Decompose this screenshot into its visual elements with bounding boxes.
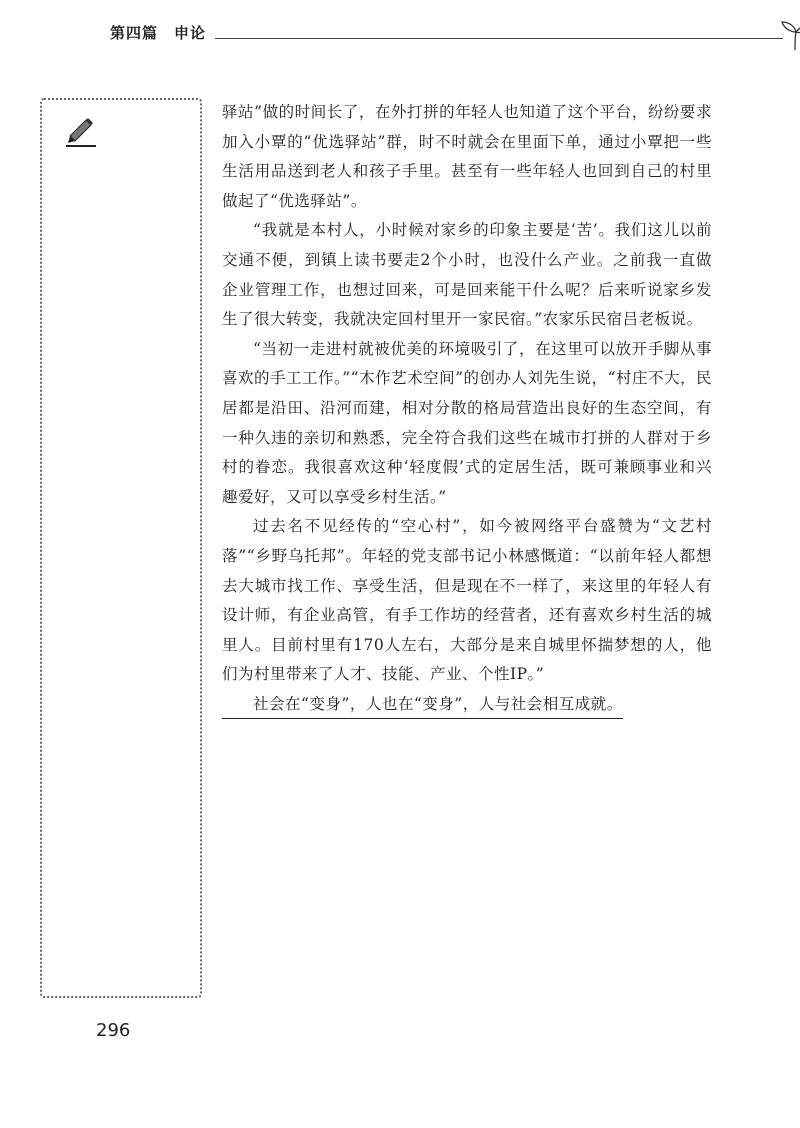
paragraph: “我就是本村人，小时候对家乡的印象主要是‘苦’。我们这儿以前交通不便，到镇上读书要走2个小时，也没什么产业。之前我一直做企业管理工作，也想过回来，可是回来能干什么呢？后来听说家乡发生了很大转变，我就决定回村里开一家民宿。”农家乐民宿吕老板说。: [222, 221, 712, 329]
paragraph: “当初一走进村就被优美的环境吸引了，在这里可以放开手脚从事喜欢的手工工作。”“木作艺术空间”的创办人刘先生说，“村庄不大，民居都是沿田、沿河而建，相对分散的格局营造出良好的生态空间，有一种久违的亲切和熟悉，完全符合我们这些在城市打拼的人群对于乡村的眷恋。我很喜欢这种‘轻度假’式的定居生活，既可兼顾事业和兴趣爱好，又可以享受乡村生活。”: [222, 339, 712, 506]
pencil-icon: [64, 114, 98, 148]
paragraph: 过去名不见经传的“空心村”，如今被网络平台盛赞为“文艺村落”“乡野乌托邦”。年轻的党支部书记小林感慨道：“以前年轻人都想去大城市找工作、享受生活，但是现在不一样了，来这里的年轻人有设计师，有企业高管，有手工作坊的经营者，还有喜欢乡村生活的城里人。目前村里有170人左右，大部分是来自城里怀揣梦想的人，他们为村里带来了人才、技能、产业、个性IP。”: [222, 517, 712, 684]
running-header: [110, 20, 710, 52]
paragraph: 驿站”做的时间长了，在外打拼的年轻人也知道了这个平台，纷纷要求加入小覃的“优选驿站”群，时不时就会在里面下单，通过小覃把一些生活用品送到老人和孩子手里。甚至有一些年轻人也回到自己的村里做起了“优选驿站”。: [222, 103, 712, 210]
article-body: [222, 98, 712, 719]
header-rule: [215, 38, 783, 39]
header-title: [110, 22, 206, 43]
header-part: 第四篇: [110, 24, 159, 42]
sprout-icon: [778, 20, 800, 52]
underlined-summary: 社会在“变身”，人也在“变身”，人与社会相互成就。: [222, 691, 623, 719]
page-number: 296: [96, 1020, 131, 1041]
header-section: 申论: [174, 24, 207, 42]
notes-margin-box: [40, 98, 202, 998]
